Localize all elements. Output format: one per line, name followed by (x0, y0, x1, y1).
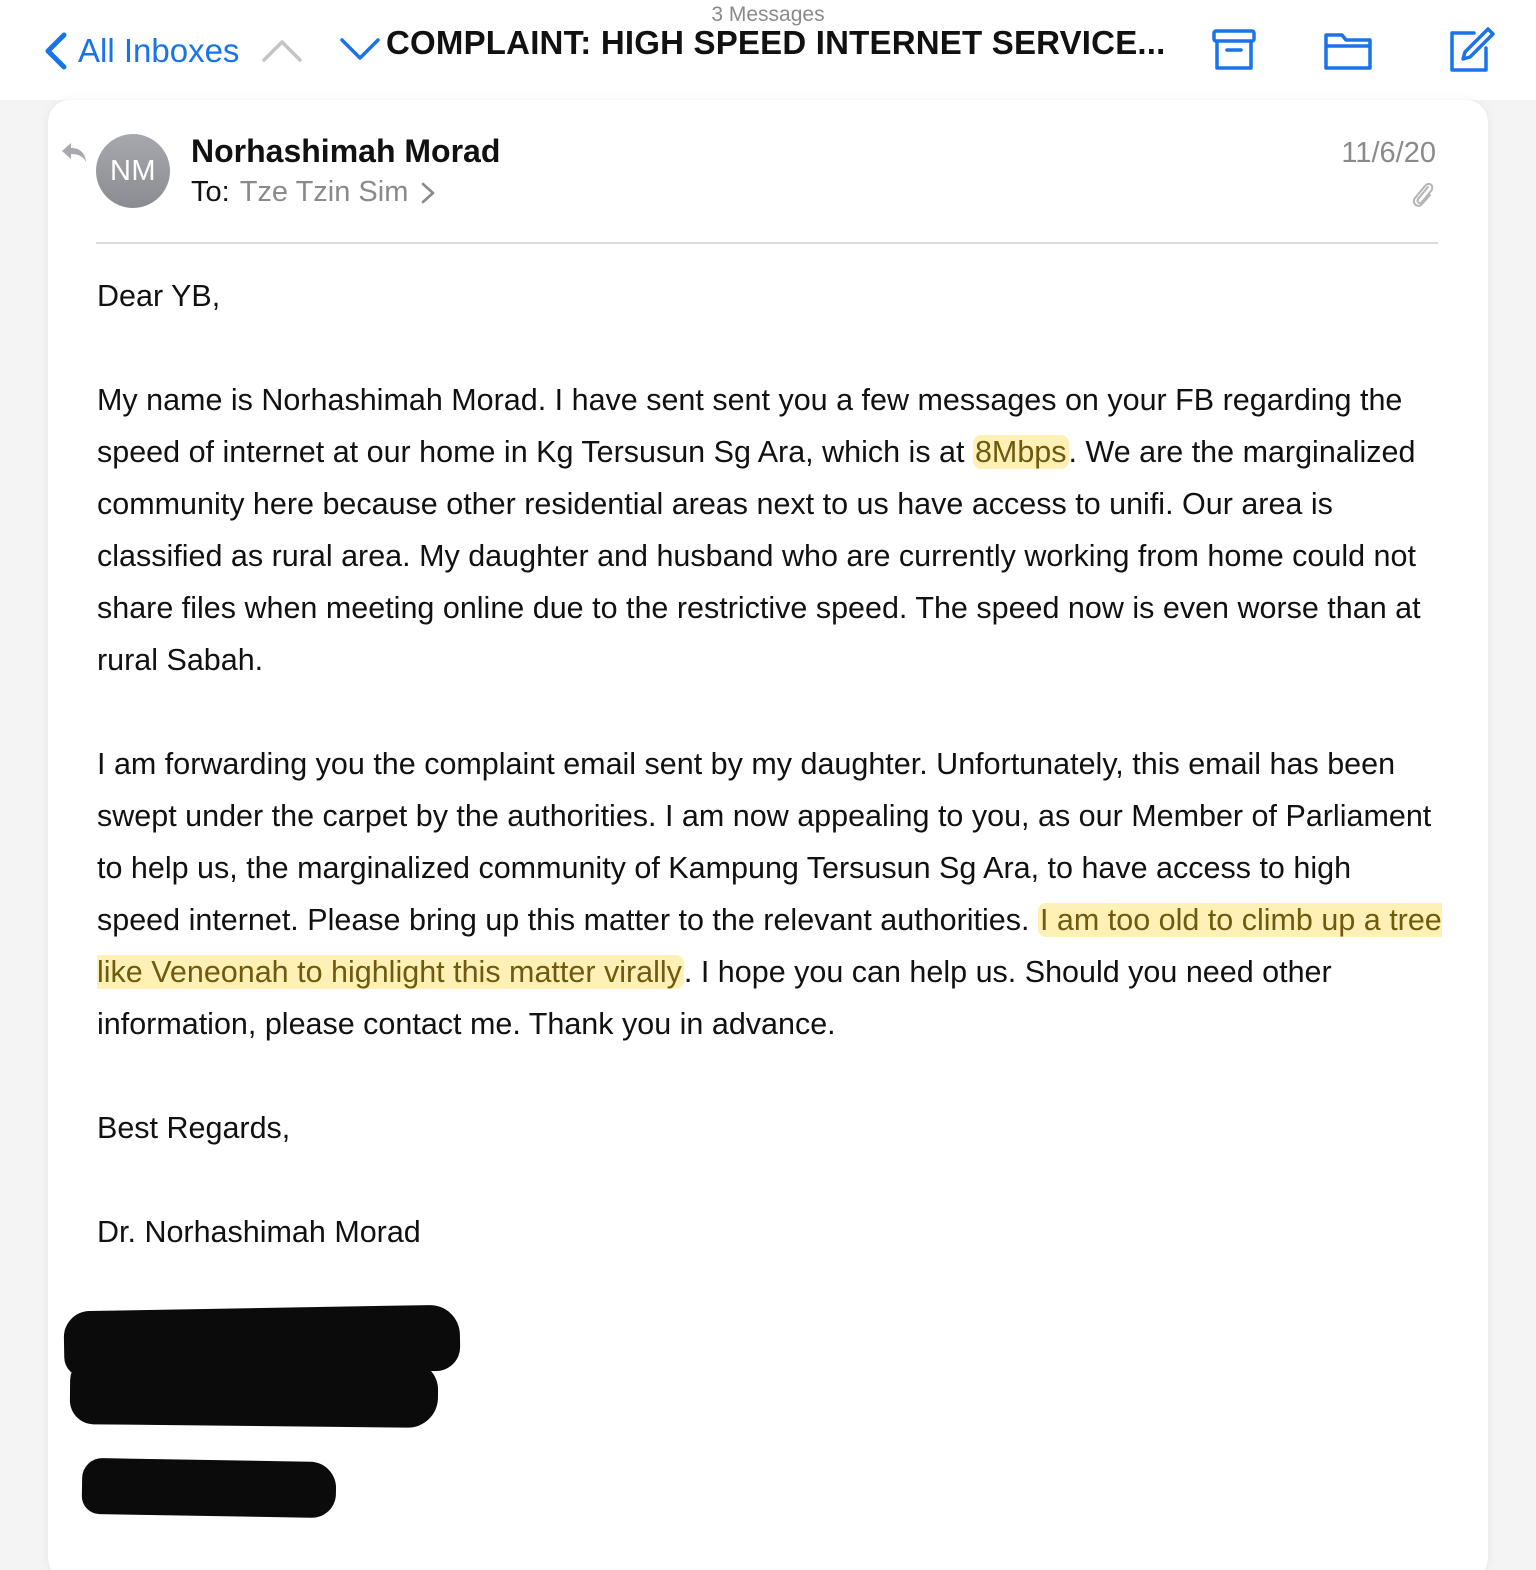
paragraph-2-text-a: I am forwarding you the complaint email sent by my daughter. Unfortunately, this email has been swept under the carpet by the authorities. I am now appealing to you, as our Member of Parliament to help us, the marginalized community of Kampung Tersusun Sg Ara, to have access to high speed internet. Please bring up this matter to the relevant authorities. (97, 747, 1432, 937)
navigation-bar (0, 0, 1536, 100)
greeting: Dear YB, (97, 279, 221, 313)
message-date: 11/6/20 (1341, 137, 1436, 169)
recipient-line (191, 176, 436, 209)
highlight-speed: 8Mbps (974, 435, 1067, 469)
paragraph-1-text-b: . We are the marginalized community here because other residential areas next to us have access to unifi. Our area is classified as rural area. My daughter and husband who are currently working from home could not share files when meeting online due to the restrictive speed. The speed now is even worse than at rural Sabah. (97, 435, 1421, 677)
message-count: 3 Messages (711, 3, 825, 26)
highlight-sentence: I am too old to climb up a tree like Veneonah to highlight this matter virally (97, 903, 1442, 989)
archive-icon[interactable] (1208, 26, 1260, 74)
closing: Best Regards, (97, 1111, 291, 1145)
compose-icon[interactable] (1444, 26, 1496, 74)
to-label: To: (191, 176, 230, 208)
paragraph-1 (97, 374, 1442, 686)
back-label: All Inboxes (78, 32, 240, 69)
redacted-phone-line (82, 1458, 337, 1518)
chevron-down-icon[interactable] (336, 26, 384, 72)
recipient-link[interactable] (240, 176, 437, 209)
header-divider (96, 242, 1438, 244)
all-inboxes-back-button[interactable] (38, 26, 239, 76)
paragraph-2 (97, 738, 1442, 1050)
email-body (97, 270, 1442, 1258)
signature-name: Dr. Norhashimah Morad (97, 1215, 421, 1249)
reply-icon (60, 140, 88, 164)
thread-subject: COMPLAINT: HIGH SPEED INTERNET SERVICE... (386, 24, 1166, 61)
sender-name[interactable]: Norhashimah Morad (191, 133, 501, 169)
paperclip-icon[interactable] (1410, 179, 1436, 209)
recipient-name: Tze Tzin Sim (239, 176, 409, 208)
folder-icon[interactable] (1322, 26, 1374, 74)
redacted-address-line-2 (70, 1358, 439, 1428)
paragraph-1-text-a: My name is Norhashimah Morad. I have sent sent you a few messages on your FB regarding the speed of internet at our home in Kg Tersusun Sg Ara, which is at (97, 383, 1403, 469)
paragraph-2-text-b: . I hope you can help us. Should you need other information, please contact me. Thank you in advance. (97, 955, 1332, 1041)
chevron-up-icon[interactable] (258, 26, 306, 72)
sender-avatar[interactable]: NM (96, 134, 170, 208)
chevron-left-icon (38, 29, 74, 73)
chevron-right-icon (420, 181, 436, 205)
